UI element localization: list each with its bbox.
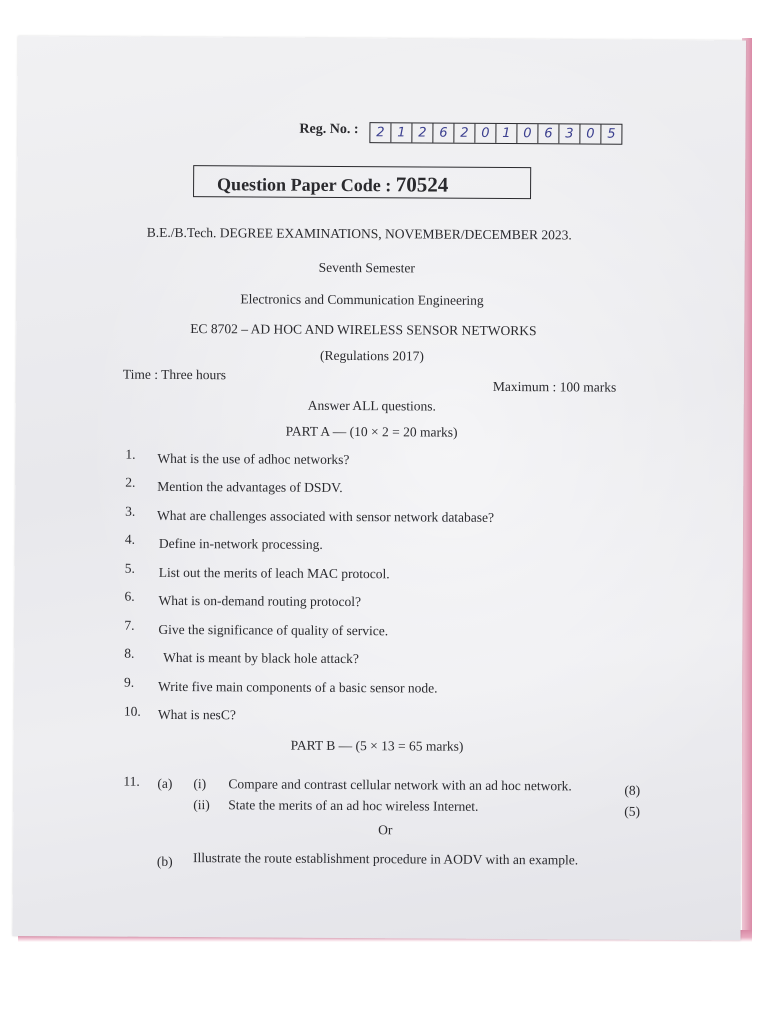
question-number: 7.	[124, 617, 135, 633]
question-text: State the merits of an ad hoc wireless Internet.	[228, 797, 479, 814]
branch: Electronics and Communication Engineering	[240, 291, 484, 308]
subquestion-label: (b)	[156, 853, 173, 869]
part-b-heading: PART B — (5 × 13 = 65 marks)	[290, 737, 464, 754]
reg-digit: 2	[412, 123, 433, 142]
instruction: Answer ALL questions.	[307, 397, 436, 414]
part-a-heading: PART A — (10 × 2 = 20 marks)	[285, 423, 458, 440]
subquestion-label: (ii)	[193, 797, 210, 813]
question-text: Compare and contrast cellular network with an ad hoc network.	[228, 776, 572, 794]
question-text: What is nesC?	[157, 706, 236, 723]
question-text: Mention the advantages of DSDV.	[157, 478, 343, 495]
question-text: What is the use of adhoc networks?	[157, 450, 350, 468]
question-text: Illustrate the route establishment procedure in AODV with an example.	[192, 850, 579, 868]
reg-digit: 1	[496, 124, 517, 143]
reg-digit: 2	[370, 123, 391, 142]
question-number: 8.	[124, 645, 135, 661]
subject: EC 8702 – AD HOC AND WIRELESS SENSOR NETWORKS	[190, 321, 537, 339]
question-number: 5.	[124, 560, 135, 576]
question-number: 2.	[125, 474, 136, 490]
or-separator: Or	[378, 822, 393, 838]
question-paper	[13, 36, 746, 940]
degree-line: B.E./B.Tech. DEGREE EXAMINATIONS, NOVEMBER/DECEMBER 2023.	[146, 224, 572, 243]
question-text: Define in-network processing.	[158, 535, 323, 552]
reg-digit: 3	[559, 124, 580, 143]
reg-digit: 1	[391, 123, 412, 142]
paper-code-value: 70524	[395, 172, 449, 197]
question-number: 4.	[124, 531, 136, 547]
question-text: Give the significance of quality of service.	[158, 621, 389, 639]
reg-digit: 0	[580, 124, 601, 143]
reg-no-label: Reg. No. :	[299, 121, 359, 138]
question-text: Write five main components of a basic sensor node.	[157, 678, 438, 696]
reg-digit: 6	[538, 124, 559, 143]
reg-digit: 0	[517, 124, 538, 143]
time: Time : Three hours	[122, 366, 227, 383]
reg-digit: 5	[607, 126, 616, 142]
subquestion-label: (a)	[157, 775, 173, 791]
reg-no-boxes	[369, 122, 622, 145]
question-text: What is on-demand routing protocol?	[158, 592, 362, 610]
question-number: 9.	[124, 674, 135, 690]
semester: Seventh Semester	[318, 259, 415, 276]
regulations: (Regulations 2017)	[320, 347, 424, 364]
max-marks: Maximum : 100 marks	[492, 378, 617, 395]
reg-digit: 6	[433, 124, 454, 143]
marks: (8)	[624, 782, 641, 798]
reg-digit: 2	[454, 124, 475, 143]
paper-code	[217, 171, 448, 197]
question-number: 1.	[125, 446, 136, 462]
paper-code-label: Question Paper Code :	[217, 174, 392, 196]
question-number: 11.	[123, 773, 140, 789]
reg-digit: 0	[475, 124, 496, 143]
question-number: 6.	[124, 588, 135, 604]
question-text: List out the merits of leach MAC protocol.	[158, 564, 390, 582]
question-number: 3.	[125, 503, 136, 519]
marks: (5)	[624, 803, 641, 819]
question-number: 10.	[123, 703, 141, 719]
question-text: What is meant by black hole attack?	[163, 649, 359, 667]
subquestion-label: (i)	[193, 776, 207, 792]
question-text: What are challenges associated with sensor network database?	[157, 507, 495, 525]
